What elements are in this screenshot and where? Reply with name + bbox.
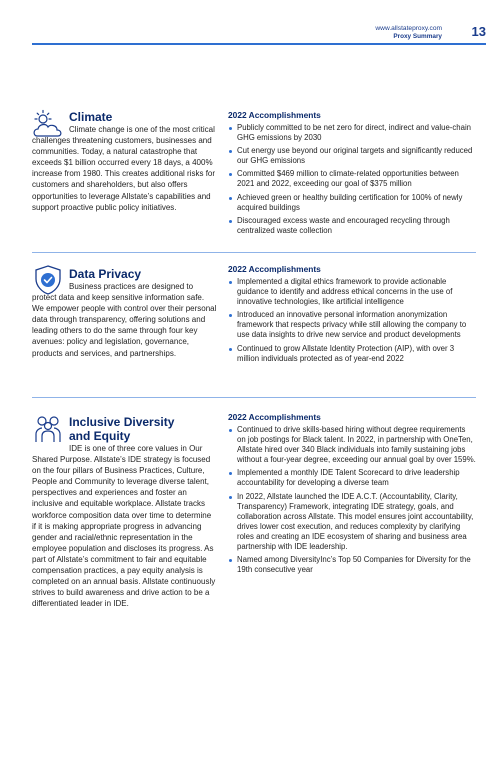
data-privacy-accomplishments-list [228, 277, 476, 364]
ide-section [32, 412, 476, 632]
data-privacy-accomplishments-title: 2022 Accomplishments [228, 264, 321, 274]
ide-intro [32, 443, 217, 609]
people-group-icon [32, 412, 64, 444]
header-url[interactable]: www.allstateproxy.com [375, 25, 442, 32]
climate-title: Climate [69, 110, 113, 124]
climate-accomplishments-title: 2022 Accomplishments [228, 110, 321, 120]
list-item: Continued to grow Allstate Identity Protection (AIP), with over 3 million individuals protected as of year-end 2022 [228, 344, 476, 364]
page-number: 13 [471, 24, 486, 39]
ide-accomplishments-title: 2022 Accomplishments [228, 412, 321, 422]
list-item: Continued to drive skills-based hiring without degree requirements on job postings for Black talent. In 2022, in partnership with OneTen, Allstate hired over 340 Black individuals into family sustaining jobs without a four-year degree, exceeding our annual goal by over 159%. [228, 425, 476, 465]
list-item: Cut energy use beyond our original targets and significantly reduced our GHG emissions [228, 146, 476, 166]
ide-title-line1: Inclusive Diversity [69, 415, 175, 429]
data-privacy-intro [32, 281, 217, 359]
list-item: Named among DiversityInc’s Top 50 Companies for Diversity for the 19th consecutive year [228, 555, 476, 575]
climate-accomplishments-list [228, 123, 476, 236]
list-item: Committed $469 million to climate-related opportunities between 2021 and 2022, exceeding our goal of $375 million [228, 169, 476, 189]
section-divider [32, 252, 476, 253]
list-item: Implemented a monthly IDE Talent Scorecard to drive leadership accountability for developing a diverse team [228, 468, 476, 488]
list-item: In 2022, Allstate launched the IDE A.C.T. (Accountability, Clarity, Transparency) Framework, integrating IDE strategy, goals, and collaboration across Allstate. This model ensures joint accountability, drives lower cost execution, and reduces complexity by clarifying roles and creating an IDE ecosystem of sharing and business area partnership with IDE leadership. [228, 492, 476, 553]
ide-intro-text: IDE is one of three core values in Our Shared Purpose. Allstate’s IDE strategy is focused on the four pillars of Business Practices, Culture, People and Community to leverage diverse talent, perspectives and experiences and foster an inclusive and equitable workplace. Allstate tracks workforce composition data over time to determine if it is making appropriate progress in advancing gender and racial/ethnic representation in the employee population and discloses its progress. As part of Allstate’s commitment to fair and equitable compensation practices, a pay equity analysis is completed on an annual basis. Allstate continuously strives to build awareness and drive action to be a differentiated leader in IDE. [32, 444, 216, 609]
list-item: Publicly committed to be net zero for direct, indirect and value-chain GHG emissions by 2030 [228, 123, 476, 143]
list-item: Introduced an innovative personal information anonymization framework that respects privacy while still allowing the company to use data insights to drive new service and product developments [228, 310, 476, 340]
section-divider [32, 397, 476, 398]
data-privacy-section [32, 264, 476, 384]
header-rule [32, 43, 486, 45]
ide-accomplishments [228, 412, 476, 578]
data-privacy-title: Data Privacy [69, 267, 142, 281]
climate-accomplishments [228, 110, 476, 239]
list-item: Achieved green or healthy building certification for 100% of newly acquired buildings [228, 193, 476, 213]
list-item: Discouraged excess waste and encouraged recycling through centralized waste collection [228, 216, 476, 236]
list-item: Implemented a digital ethics framework to provide actionable guidance to identify and address ethical concerns in the use of innovative technologies, like artificial intelligence [228, 277, 476, 307]
climate-intro [32, 124, 217, 213]
climate-section [32, 107, 476, 237]
ide-accomplishments-list [228, 425, 476, 575]
data-privacy-intro-text: Business practices are designed to protect data and keep sensitive information safe. We empower people with control over their personal data through transparency, offering solutions and leading others to do the same through four key avenues: policy and legislation, governance, products and services, and partnerships. [32, 282, 217, 358]
ide-title-line2: and Equity [69, 429, 131, 443]
data-privacy-accomplishments [228, 264, 476, 367]
climate-intro-text: Climate change is one of the most critical challenges threatening customers, businesses and communities. Today, a natural catastrophe that exceeds $1 billion occurred every 18 days, a 400% increase from 1980. This creates additional risks for customers and shareholders, but also offers opportunities to leverage Allstate’s capabilities and support proactive public policy initiatives. [32, 125, 216, 212]
header-subtitle: Proxy Summary [393, 33, 442, 40]
